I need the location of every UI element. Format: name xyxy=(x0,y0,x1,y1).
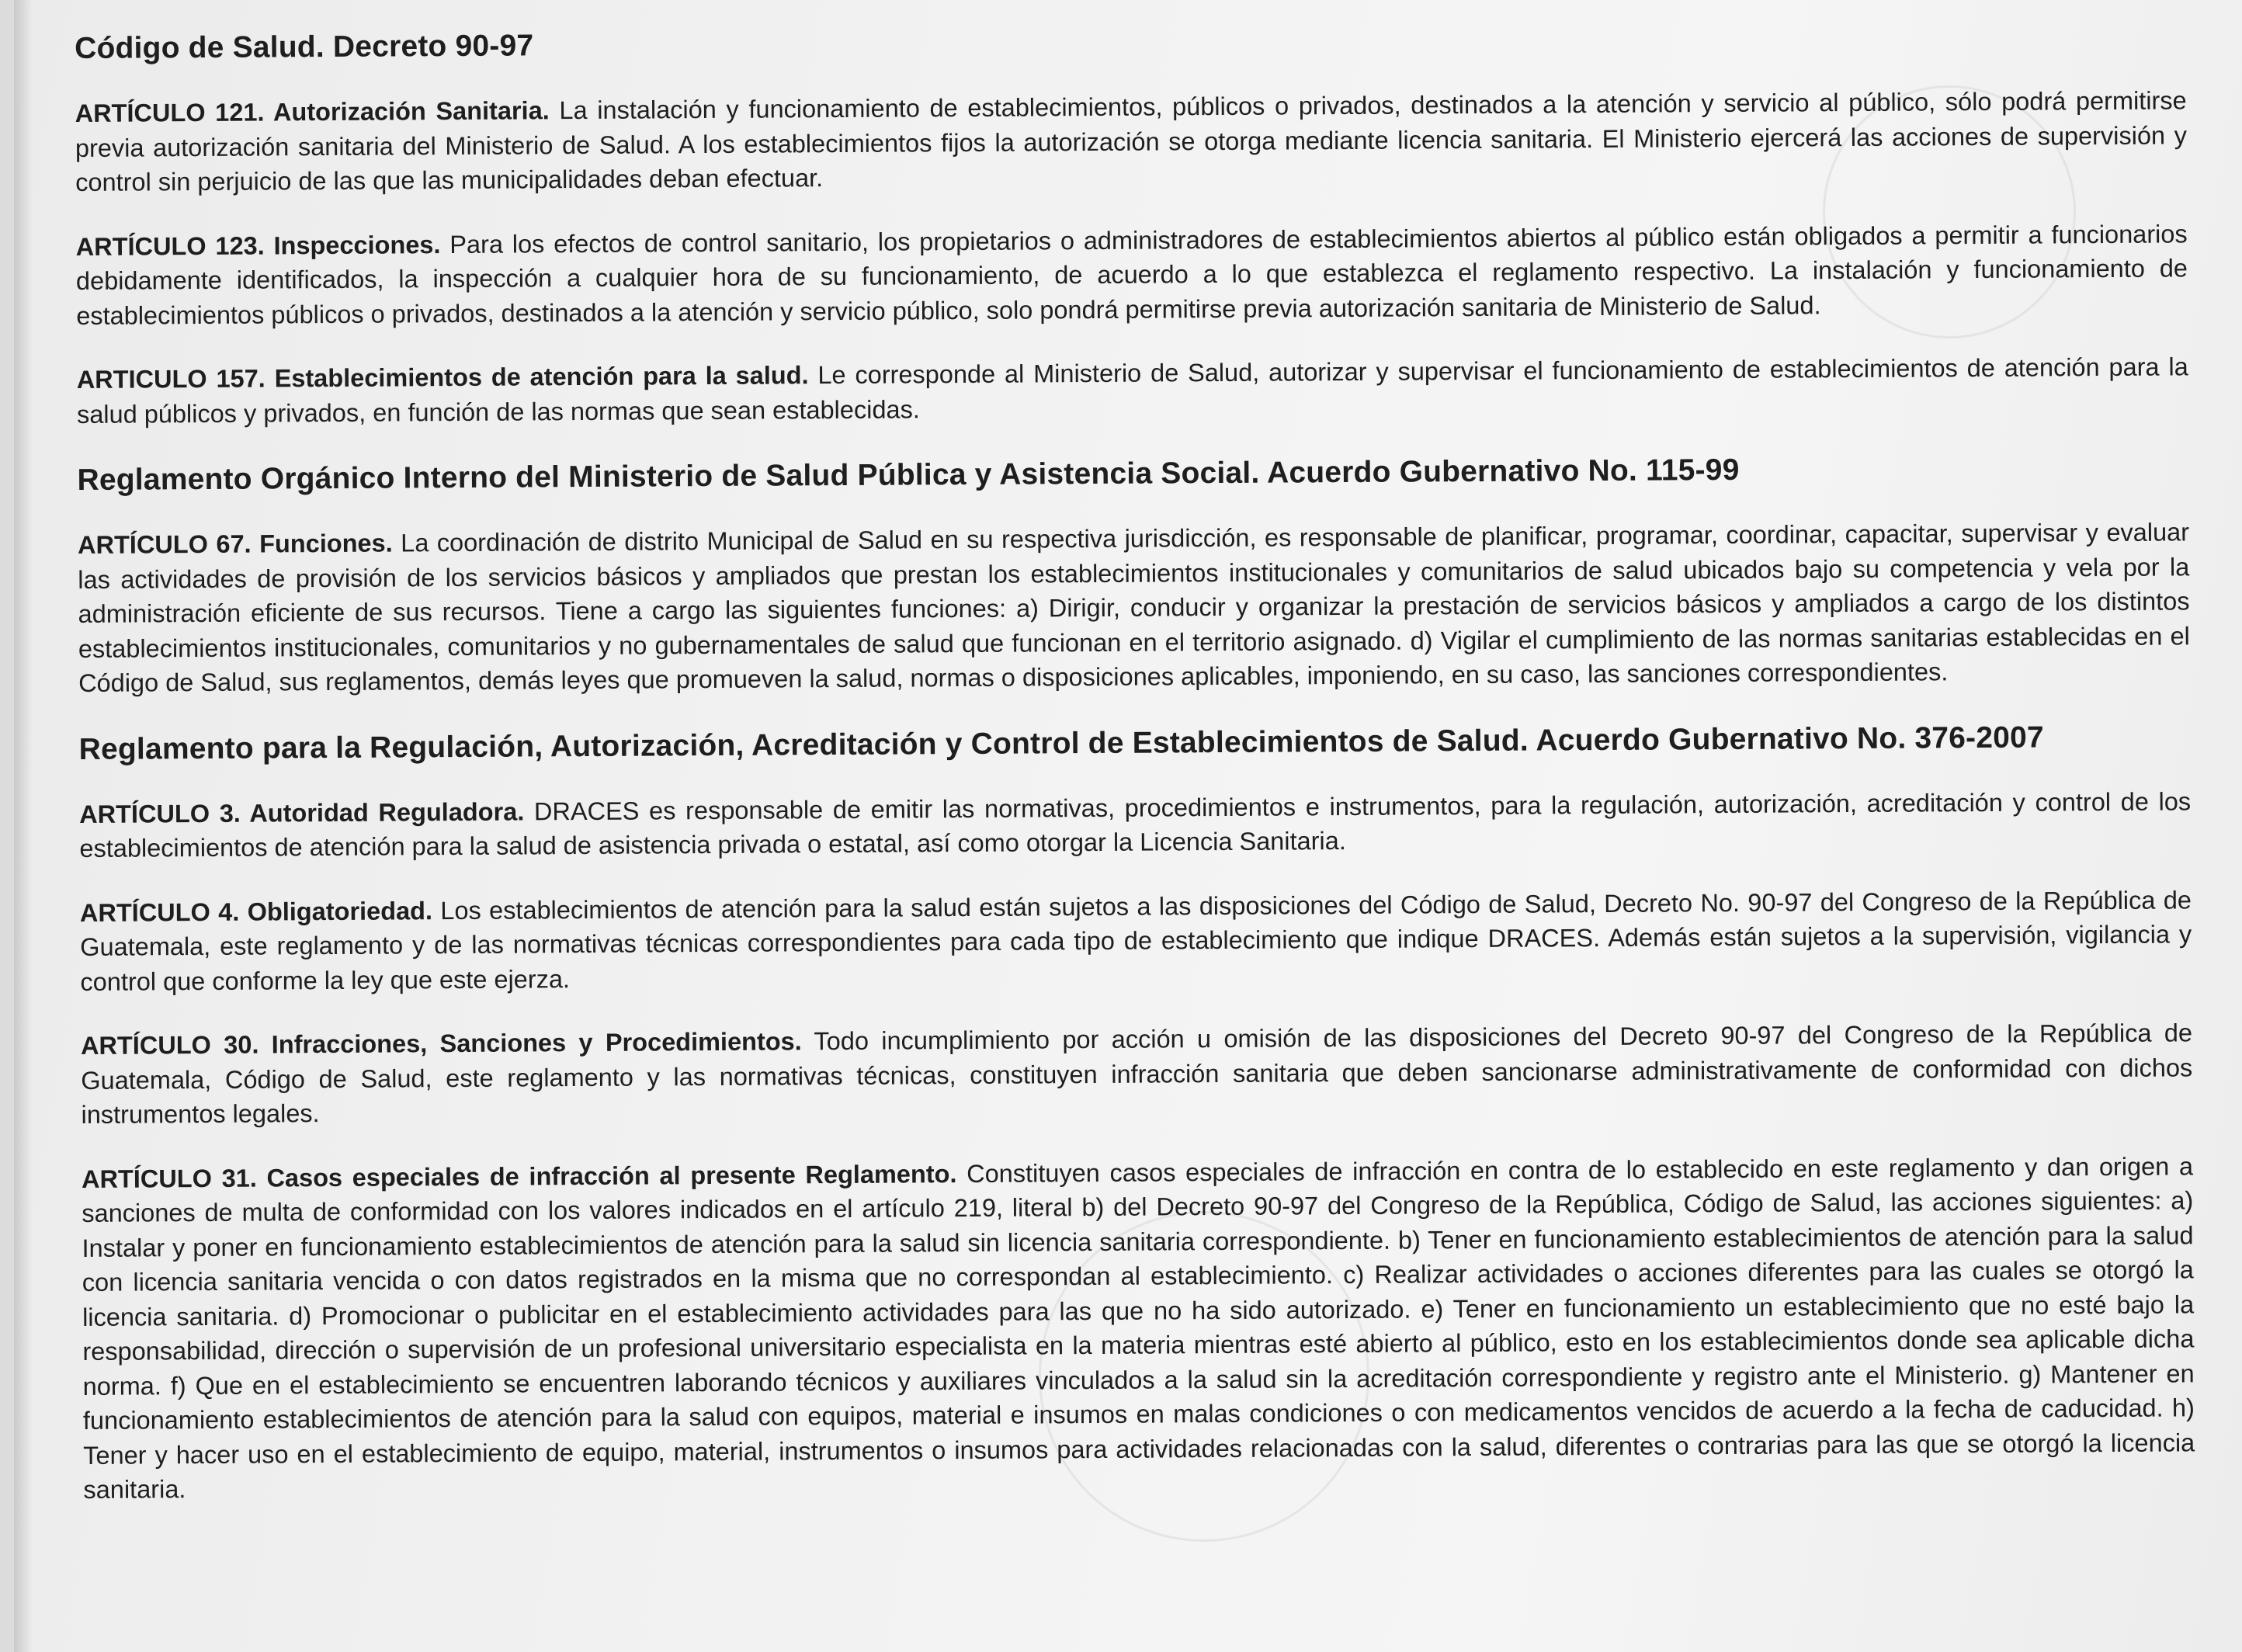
section-title: Código de Salud. Decreto 90-97 xyxy=(75,29,534,65)
article-heading: ARTÍCULO 4. Obligatoriedad. xyxy=(79,896,433,927)
article-body: Le corresponde al Ministerio de Salud, autorizar y supervisar el funcionamiento de establecimientos de atención para la salud públicos y privados, en función de las normas que sean establecidas. xyxy=(76,352,2188,429)
document-page xyxy=(14,0,2242,1652)
article-heading: ARTÍCULO 67. Funciones. xyxy=(77,529,393,559)
section-title: Reglamento Orgánico Interno del Ministerio de Salud Pública y Asistencia Social. Acuerdo Gubernativo No. 115-99 xyxy=(77,453,1740,497)
article-3 xyxy=(79,784,2191,866)
article-body: DRACES es responsable de emitir las normativas, procedimientos e instrumentos, para la regulación, autorización, acreditación y control de los establecimientos de atención para la salud de asistencia privada o estatal, así como otorgar la Licencia Sanitaria. xyxy=(79,786,2192,862)
article-heading: ARTICULO 157. Establecimientos de atención para la salud. xyxy=(76,361,809,394)
article-30 xyxy=(81,1015,2193,1132)
article-heading: ARTÍCULO 123. Inspecciones. xyxy=(75,230,441,261)
section-title: Reglamento para la Regulación, Autorización, Acreditación y Control de Establecimientos de Salud. Acuerdo Gubernativo No. 376-2007 xyxy=(78,720,2044,766)
article-heading: ARTÍCULO 31. Casos especiales de infracción al presente Reglamento. xyxy=(81,1159,957,1193)
article-67 xyxy=(78,515,2190,700)
article-157 xyxy=(77,349,2188,432)
article-body: Para los efectos de control sanitario, los propietarios o administradores de establecimientos abiertos al público están obligados a permitir a funcionarios debidamente identificados, la inspección a cualquier hora de su funcionamiento, de acuerdo a lo que establezca el reglamento respectivo. La instalación y funcionamiento de establecimientos públicos o privados, destinados a la atención y servicio público, solo pondrá permitirse previa autorización sanitaria de Ministerio de Salud. xyxy=(75,219,2188,330)
article-31 xyxy=(82,1149,2195,1508)
article-heading: ARTÍCULO 30. Infracciones, Sanciones y Procedimientos. xyxy=(80,1027,802,1060)
article-body: Los establecimientos de atención para la salud están sujetos a las disposiciones del Código de Salud, Decreto No. 90-97 del Congreso de la República de Guatemala, este reglamento y de las normativas técnicas correspondientes para cada tipo de establecimiento que indique DRACES. Además están sujetos a la supervisión, vigilancia y control que conforme la ley que este ejerza. xyxy=(80,885,2192,996)
article-heading: ARTÍCULO 3. Autoridad Reguladora. xyxy=(79,796,525,828)
article-body: Constituyen casos especiales de infracción en contra de lo establecido en este reglamento y dan origen a sanciones de multa de conformidad con los valores indicados en el artículo 219, literal b) del Decreto 90-97 del Congreso de la República, Código de Salud, las acciones siguientes: a) Instalar y poner en funcionamiento establecimientos de atención para la salud sin licencia sanitaria correspondiente. b) Tener en funcionamiento establecimientos de atención para la salud con licencia sanitaria vencida o con datos registrados en la misma que no correspondan al establecimiento. c) Realizar actividades o acciones diferentes para las cuales se otorgó la licencia sanitaria. d) Promocionar o publicitar en el establecimiento actividades para las que no ha sido autorizado. e) Tener en funcionamiento un establecimiento que no esté bajo la responsabilidad, dirección o supervisión de un profesional universitario especialista en la materia mientras esté abierto al público, esto en los establecimientos donde sea aplicable dicha norma. f) Que en el establecimiento se encuentren laborando técnicos y auxiliares vinculados a la salud sin la acreditación correspondiente y registro ante el Ministerio. g) Mantener en funcionamiento establecimientos de atención para la salud con equipos, material e insumos en malas condiciones o con medicamentos vencidos de acuerdo a la fecha de caducidad. h) Tener y hacer uso en el establecimiento de equipo, material, instrumentos o insumos para actividades relacionadas con la salud, diferentes o contrarias para las que se otorgó la licencia sanitaria. xyxy=(82,1151,2195,1504)
article-heading: ARTÍCULO 121. Autorización Sanitaria. xyxy=(75,96,550,127)
article-body: La coordinación de distrito Municipal de Salud en su respectiva jurisdicción, es responsable de planificar, programar, coordinar, capacitar, supervisar y evaluar las actividades de provisión de los servicios básicos y ampliados que prestan los establecimientos institucionales y comunitarios de salud ubicados bajo su competencia y vela por la administración eficiente de sus recursos. Tiene a cargo las siguientes funciones: a) Dirigir, conducir y organizar la prestación de servicios básicos y ampliados a cargo de los distintos establecimientos institucionales, comunitarios y no gubernamentales de salud que funcionan en el territorio asignado. d) Vigilar el cumplimiento de las normas sanitarias establecidas en el Código de Salud, sus reglamentos, demás leyes que promueven la salud, normas o disposiciones aplicables, imponiendo, en su caso, las sanciones correspondientes. xyxy=(78,518,2190,697)
article-body: Todo incumplimiento por acción u omisión de las disposiciones del Decreto 90-97 del Congreso de la República de Guatemala, Código de Salud, este reglamento y las normativas técnicas, constituyen infracción sanitaria que deben sancionarse administrativamente de conformidad con dichos instrumentos legales. xyxy=(81,1019,2193,1129)
article-4 xyxy=(80,883,2192,999)
section-reglamento-organico xyxy=(77,448,2190,700)
document-content xyxy=(75,16,2195,1536)
section-codigo-de-salud xyxy=(75,16,2188,432)
article-123 xyxy=(76,217,2188,333)
section-reglamento-regulacion xyxy=(79,717,2195,1508)
article-body: La instalación y funcionamiento de establecimientos, públicos o privados, destinados a la atención y servicio al público, sólo podrá permitirse previa autorización sanitaria del Ministerio de Salud. A los establecimientos fijos la autorización se otorga mediante licencia sanitaria. El Ministerio ejercerá las acciones de supervisión y control sin perjuicio de las que las municipalidades deban efectuar. xyxy=(75,86,2187,196)
article-121 xyxy=(75,83,2188,200)
